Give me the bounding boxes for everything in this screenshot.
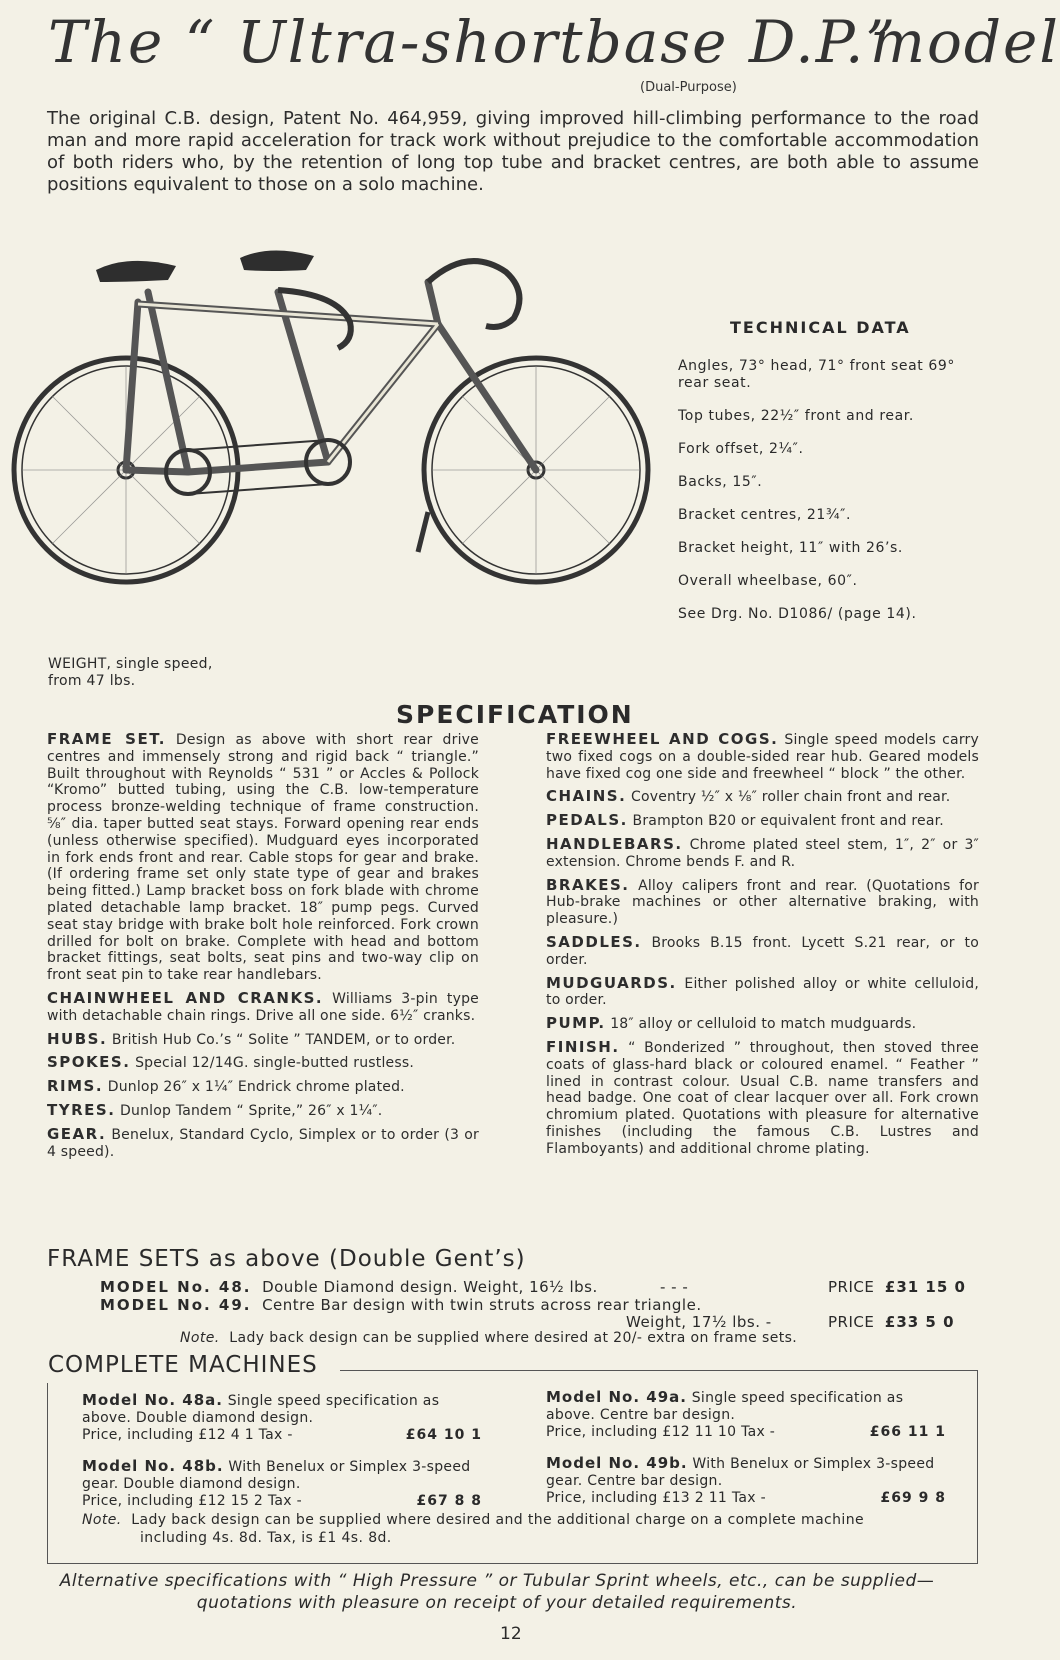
spec-mudguards: MUDGUARDS. Either polished alloy or white celluloid, to order. bbox=[546, 973, 979, 1009]
spec-brakes: BRAKES. Alloy calipers front and rear. (Quotations for Hub-brake machines or other alternative braking, with pleasure.) bbox=[546, 875, 979, 928]
spec-saddles: SADDLES. Brooks B.15 front. Lycett S.21 rear, or to order. bbox=[546, 932, 979, 968]
frame-sets-note: Note. Lady back design can be supplied where desired at 20/- extra on frame sets. bbox=[180, 1330, 798, 1346]
weight-note: WEIGHT, single speed, from 47 lbs. bbox=[48, 656, 213, 689]
frame-sets-title: FRAME SETS as above (Double Gent’s) bbox=[47, 1246, 526, 1272]
spec-handlebars: HANDLEBARS. Chrome plated steel stem, 1″, 2″ or 3″ extension. Chrome bends F. and R. bbox=[546, 834, 979, 870]
page-title-main: The “ Ultra-shortbase D.P.” bbox=[48, 8, 898, 76]
technical-data-list bbox=[678, 358, 978, 639]
spec-rims: RIMS. Dunlop 26″ x 1¼″ Endrick chrome plated. bbox=[47, 1077, 405, 1096]
spec-hubs: HUBS. British Hub Co.’s “ Solite ” TANDEM, or to order. bbox=[47, 1029, 456, 1048]
rear-saddle bbox=[96, 261, 176, 282]
model-49b: Model No. 49b. With Benelux or Simplex 3-speed gear. Centre bar design. Price, including £13 2 11 Tax - £69 9 8 bbox=[546, 1454, 946, 1506]
model-48-row: MODEL No. 48. Double Diamond design. Weight, 16½ lbs. bbox=[100, 1278, 598, 1296]
footer-note: Alternative specifications with “ High Pressure ” or Tubular Sprint wheels, etc., can be supplied— quotations with pleasure on receipt of your detailed requirements. bbox=[59, 1571, 935, 1613]
model-48a: Model No. 48a. Single speed specification as above. Double diamond design. Price, including £12 4 1 Tax - £64 10 1 bbox=[82, 1391, 482, 1443]
intro-paragraph: The original C.B. design, Patent No. 464,959, giving improved hill-climbing performance to the road man and more rapid acceleration for track work without prejudice to the comfortable accommodation of both riders who, by the retention of long top tube and bracket centres, are both able to assume positions equivalent to those on a solo machine. bbox=[47, 108, 979, 195]
tech-item-bracket-centres: Bracket centres, 21¾″. bbox=[678, 507, 851, 523]
technical-data-title: TECHNICAL DATA bbox=[730, 318, 911, 337]
spec-tyres: TYRES. Dunlop Tandem “ Sprite,” 26″ x 1¼″. bbox=[47, 1100, 383, 1119]
specification-title: SPECIFICATION bbox=[396, 700, 634, 729]
spec-gear: GEAR. Benelux, Standard Cyclo, Simplex or to order (3 or 4 speed). bbox=[47, 1124, 479, 1160]
front-saddle bbox=[240, 250, 314, 271]
spec-frame-set: FRAME SET. Design as above with short rear drive centres and immensely strong and rigid back “ triangle.” Built throughout with Reynolds “ 531 ” or Accles & Pollock “Kromo” butted tubing, using the C.B. low-temperature process bronze-welding technique of frame construction. ⅝″ dia. taper butted seat stays. Forward opening rear ends (unless otherwise specified). Mudguard eyes incorporated in fork ends front and rear. Cable stops for gear and brake. (If ordering frame set only state type of gear and brakes being fitted.) Lamp bracket boss on fork blade with chrome plated detachable lamp bracket. 18″ pump pegs. Curved seat stay bridge with brake bolt hole reinforced. Fork crown drilled for bolt on brake. Complete with head and bottom bracket fittings, seat bolts, seat pins and two-way clip on front seat pin to take rear handlebars. bbox=[47, 730, 479, 984]
model-49-row: MODEL No. 49. Centre Bar design with twin struts across rear triangle. bbox=[100, 1296, 702, 1314]
complete-machines-title: COMPLETE MACHINES bbox=[48, 1352, 318, 1378]
tandem-bicycle-illustration bbox=[8, 222, 673, 652]
specification-right-column bbox=[546, 731, 979, 1164]
page-subtitle: (Dual-Purpose) bbox=[640, 80, 737, 95]
complete-machines-note: Note. Lady back design can be supplied where desired and the additional charge on a complete machine bbox=[82, 1512, 864, 1528]
model-48-price: PRICE £31 15 0 bbox=[828, 1278, 966, 1296]
spec-freewheel: FREEWHEEL AND COGS. Single speed models carry two fixed cogs on a double-sided rear hub. Geared models have fixed cog one side and freewheel “ block ” the other. bbox=[546, 730, 979, 782]
spec-pump: PUMP. 18″ alloy or celluloid to match mudguards. bbox=[546, 1014, 917, 1033]
model-48b: Model No. 48b. With Benelux or Simplex 3-speed gear. Double diamond design. Price, including £12 15 2 Tax - £67 8 8 bbox=[82, 1457, 482, 1509]
tech-item-angles: Angles, 73° head, 71° front seat 69° rear seat. bbox=[678, 358, 956, 391]
page-title-end: model bbox=[870, 8, 1060, 76]
tech-item-bracket-height: Bracket height, 11″ with 26’s. bbox=[678, 540, 903, 556]
specification-left-column bbox=[47, 731, 479, 1166]
spec-chainwheel: CHAINWHEEL AND CRANKS. Williams 3-pin type with detachable chain rings. Drive all one side. 6½″ cranks. bbox=[47, 988, 479, 1024]
tech-item-backs: Backs, 15″. bbox=[678, 474, 763, 490]
front-handlebars bbox=[428, 261, 519, 327]
model-49-price: PRICE £33 5 0 bbox=[828, 1313, 955, 1331]
tech-item-drawing: See Drg. No. D1086/ (page 14). bbox=[678, 606, 917, 622]
tech-item-wheelbase: Overall wheelbase, 60″. bbox=[678, 573, 858, 589]
spec-spokes: SPOKES. Special 12/14G. single-butted rustless. bbox=[47, 1053, 414, 1072]
page-number: 12 bbox=[500, 1624, 522, 1644]
tech-item-fork-offset: Fork offset, 2¼″. bbox=[678, 441, 804, 457]
model-49a: Model No. 49a. Single speed specification as above. Centre bar design. Price, including £12 11 10 Tax - £66 11 1 bbox=[546, 1388, 946, 1440]
tech-item-top-tubes: Top tubes, 22½″ front and rear. bbox=[678, 408, 914, 424]
spec-pedals: PEDALS. Brampton B20 or equivalent front and rear. bbox=[546, 811, 944, 830]
spec-finish: FINISH. “ Bonderized ” throughout, then stoved three coats of glass-hard black or coloured enamel. “ Feather ” lined in contrast colour. Usual C.B. name transfers and head badge. One coat of clear lacquer over all. Fork crown chromium plated. Quotations with pleasure for alternative finishes (including the famous C.B. Lustres and Flamboyants) and additional chrome plating. bbox=[546, 1037, 979, 1157]
spec-chains: CHAINS. Coventry ½″ x ⅛″ roller chain front and rear. bbox=[546, 787, 951, 806]
